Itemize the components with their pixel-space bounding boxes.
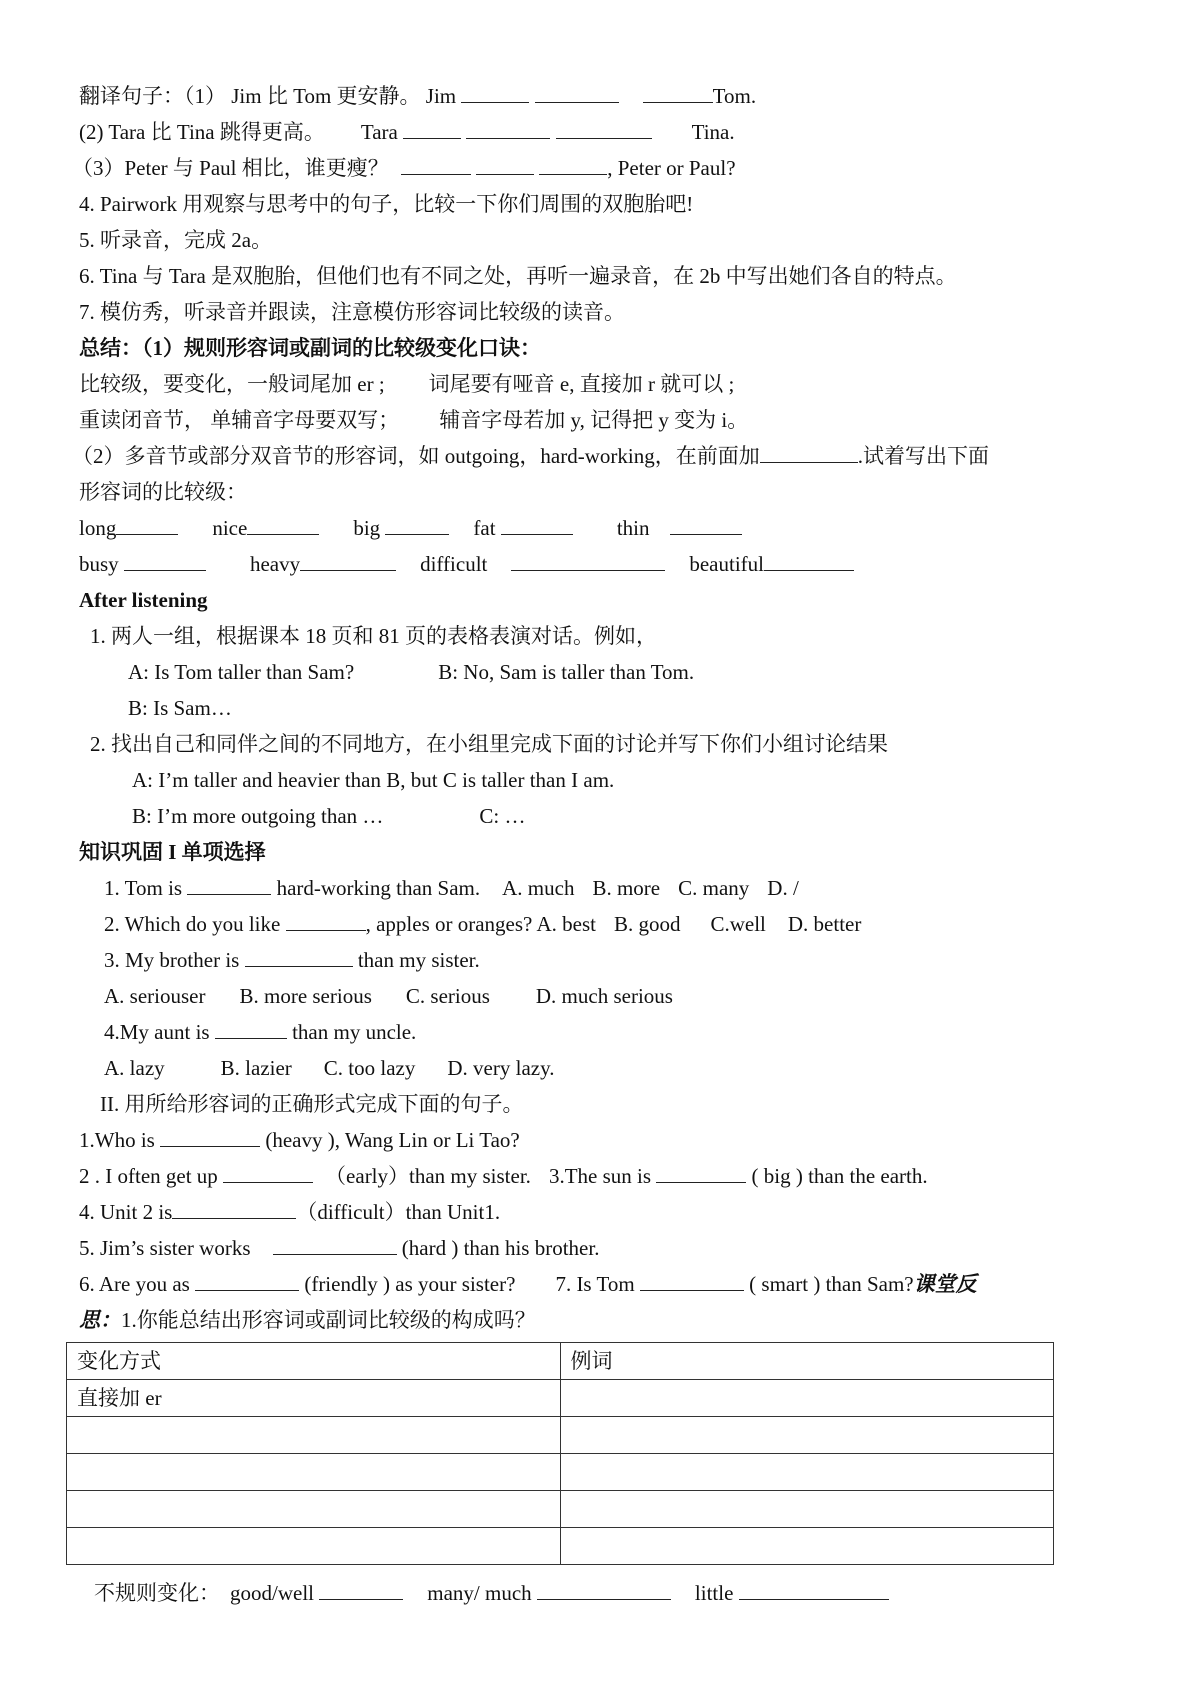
- sentence-text: (hard ) than his brother.: [401, 1236, 600, 1260]
- rule-2b: 辅音字母若加 y, 记得把 y 变为 i。: [439, 408, 749, 432]
- option[interactable]: D. much serious: [535, 984, 673, 1008]
- reflection-label-b: 思：: [79, 1308, 121, 1332]
- sentence-text: 5. Jim’s sister works: [79, 1236, 251, 1260]
- sentence-text: 2 . I often get up: [79, 1164, 218, 1188]
- reflection-question: 1.你能总结出形容词或副词比较级的构成吗？: [121, 1308, 536, 1332]
- option[interactable]: D. /: [767, 876, 799, 900]
- answer-blank[interactable]: [670, 514, 742, 535]
- after-listening-item-1: 1. 两人一组，根据课本 18 页和 81 页的表格表演对话。例如，: [90, 624, 657, 648]
- word: thin: [616, 516, 650, 540]
- dialogue-2c: C: …: [479, 804, 526, 828]
- sentence-text: 3.The sun is: [548, 1164, 652, 1188]
- mc-question-3: [104, 942, 1200, 978]
- mc-question-4: [104, 1014, 1200, 1050]
- irregular-line: [94, 1575, 1200, 1611]
- word: beautiful: [689, 552, 764, 576]
- answer-blank[interactable]: [764, 550, 854, 571]
- mc-options-4: [104, 1050, 1200, 1086]
- question-text: hard-working than Sam.: [276, 876, 481, 900]
- translate-q1-prompt: 翻译句子：（1） Jim 比 Tom 更安静。 Jim: [79, 84, 457, 108]
- fill-sentence-4: [79, 1194, 1200, 1230]
- sentence-text: （early）than my sister.: [325, 1164, 531, 1188]
- table-header-row: [67, 1343, 1054, 1380]
- comparative-table: [66, 1342, 1054, 1565]
- summary-part-2c: 形容词的比较级：: [79, 480, 247, 504]
- words-row-1: [79, 510, 1200, 546]
- exercise-2-heading: II. 用所给形容词的正确形式完成下面的句子。: [100, 1092, 524, 1116]
- translate-q3-prompt: （3）Peter 与 Paul 相比，谁更瘦？: [72, 156, 389, 180]
- table-cell[interactable]: [560, 1380, 1054, 1417]
- answer-blank[interactable]: [116, 514, 178, 535]
- sentence-text: ( big ) than the earth.: [751, 1164, 928, 1188]
- sentence-text: (heavy ), Wang Lin or Li Tao?: [265, 1128, 520, 1152]
- sentence-text: 6. Are you as: [79, 1272, 190, 1296]
- answer-blank[interactable]: [319, 1579, 403, 1600]
- answer-blank[interactable]: [160, 1126, 260, 1147]
- table-cell[interactable]: [67, 1417, 561, 1454]
- sentence-text: (friendly ) as your sister?: [304, 1272, 516, 1296]
- word: nice: [212, 516, 248, 540]
- irregular-word: good/well: [230, 1581, 314, 1605]
- translate-q3: [72, 150, 1200, 186]
- answer-blank[interactable]: [215, 1018, 287, 1039]
- table-cell[interactable]: 直接加 er: [67, 1380, 561, 1417]
- table-row: [67, 1528, 1054, 1565]
- word: heavy: [249, 552, 301, 576]
- after-listening-item-2: 2. 找出自己和同伴之间的不同地方，在小组里完成下面的讨论并写下你们小组讨论结果: [90, 732, 888, 756]
- option[interactable]: B. more: [592, 876, 661, 900]
- step-6: 6. Tina 与 Tara 是双胞胎，但他们也有不同之处，再听一遍录音，在 2b 中写出她们各自的特点。: [79, 264, 957, 288]
- table-header: 例词: [560, 1343, 1054, 1380]
- summary-part-2: [72, 438, 1200, 474]
- translate-q3-end: , Peter or Paul?: [607, 156, 736, 180]
- after-listening-heading: After listening: [79, 588, 208, 612]
- table-header: 变化方式: [67, 1343, 561, 1380]
- reflection-line: [79, 1302, 1200, 1338]
- dialogue-2a: A: I’m taller and heavier than B, but C is taller than I am.: [132, 768, 615, 792]
- answer-blank[interactable]: [187, 874, 271, 895]
- answer-blank[interactable]: [640, 1270, 744, 1291]
- option[interactable]: D. very lazy.: [447, 1056, 555, 1080]
- dialogue-c: B: Is Sam…: [128, 696, 232, 720]
- dialogue-b: B: No, Sam is taller than Tom.: [438, 660, 695, 684]
- table-row: [67, 1380, 1054, 1417]
- option[interactable]: A. seriouser: [104, 984, 206, 1008]
- translate-q2-prompt: (2) Tara 比 Tina 跳得更高。: [79, 120, 325, 144]
- table-cell[interactable]: [67, 1491, 561, 1528]
- summary-heading: 总结：（1）规则形容词或副词的比较级变化口诀：: [79, 336, 541, 360]
- sentence-text: ( smart ) than Sam?: [749, 1272, 914, 1296]
- table-cell[interactable]: [67, 1454, 561, 1491]
- answer-blank[interactable]: [656, 1162, 746, 1183]
- words-row-2: [79, 546, 1200, 582]
- word: big: [353, 516, 381, 540]
- answer-blank[interactable]: [501, 514, 573, 535]
- table-row: [67, 1491, 1054, 1528]
- answer-blank[interactable]: [511, 550, 665, 571]
- translate-q1: [79, 78, 1200, 114]
- answer-blank[interactable]: [556, 118, 652, 139]
- rule-1a: 比较级，要变化，一般词尾加 er ;: [79, 372, 385, 396]
- table-cell[interactable]: [560, 1491, 1054, 1528]
- answer-blank[interactable]: [223, 1162, 313, 1183]
- option[interactable]: C. many: [678, 876, 750, 900]
- fill-sentence-5: [79, 1230, 1200, 1266]
- question-text: 1. Tom is: [104, 876, 183, 900]
- part-2a: （2）多音节或部分双音节的形容词，如 outgoing，hard-working，在前面加: [72, 444, 760, 468]
- answer-blank[interactable]: [403, 118, 461, 139]
- option[interactable]: C.well: [710, 912, 766, 936]
- mc-question-1: [104, 870, 1200, 906]
- question-text: , apples or oranges? A. best: [365, 912, 596, 936]
- translate-q1-end: Tom.: [712, 84, 757, 108]
- part-2b: .试着写出下面: [857, 444, 989, 468]
- reflection-label-a: 课堂反: [913, 1272, 977, 1296]
- word: difficult: [420, 552, 488, 576]
- word: busy: [79, 552, 119, 576]
- answer-blank[interactable]: [385, 514, 449, 535]
- summary-rule-2: [79, 402, 1200, 438]
- option[interactable]: B. lazier: [220, 1056, 292, 1080]
- rule-1b: 词尾要有哑音 e, 直接加 r 就可以 ;: [428, 372, 735, 396]
- table-cell[interactable]: [560, 1417, 1054, 1454]
- answer-blank[interactable]: [247, 514, 319, 535]
- irregular-word: little: [694, 1581, 734, 1605]
- answer-blank[interactable]: [535, 82, 619, 103]
- option[interactable]: B. good: [613, 912, 681, 936]
- question-text: 2. Which do you like: [104, 912, 281, 936]
- option[interactable]: C. serious: [405, 984, 490, 1008]
- rule-2a: 重读闭音节， 单辅音字母要双写；: [79, 408, 400, 432]
- answer-blank[interactable]: [537, 1579, 671, 1600]
- answer-blank[interactable]: [124, 550, 206, 571]
- answer-blank[interactable]: [300, 550, 396, 571]
- dialogue-2b: B: I’m more outgoing than …: [132, 804, 384, 828]
- mc-options-3: [104, 978, 1200, 1014]
- dialogue-a: A: Is Tom taller than Sam?: [128, 660, 355, 684]
- table-cell[interactable]: [560, 1454, 1054, 1491]
- option[interactable]: A. lazy: [104, 1056, 165, 1080]
- fill-sentence-6-7: [79, 1266, 1200, 1302]
- sentence-text: 1.Who is: [79, 1128, 155, 1152]
- irregular-label: 不规则变化：: [94, 1581, 220, 1605]
- fill-sentence-1: [79, 1122, 1200, 1158]
- translate-q2: [79, 114, 1200, 150]
- answer-blank[interactable]: [643, 82, 713, 103]
- irregular-word: many/ much: [427, 1581, 532, 1605]
- fill-sentence-2-3: [79, 1158, 1200, 1194]
- question-text: than my uncle.: [292, 1020, 417, 1044]
- dialogue-line-2: [132, 798, 1200, 834]
- summary-rule-1: [79, 366, 1200, 402]
- translate-q2-subject: Tara: [360, 120, 398, 144]
- exercise-1-heading: 知识巩固 I 单项选择: [79, 840, 266, 864]
- answer-blank[interactable]: [273, 1234, 397, 1255]
- word: fat: [473, 516, 496, 540]
- answer-blank[interactable]: [466, 118, 550, 139]
- word: long: [79, 516, 117, 540]
- step-7: 7. 模仿秀，听录音并跟读，注意模仿形容词比较级的读音。: [79, 300, 625, 324]
- mc-question-2: [104, 906, 1200, 942]
- question-text: 3. My brother is: [104, 948, 240, 972]
- sentence-text: 7. Is Tom: [555, 1272, 635, 1296]
- option[interactable]: B. more serious: [239, 984, 372, 1008]
- step-5: 5. 听录音，完成 2a。: [79, 228, 273, 252]
- answer-blank[interactable]: [195, 1270, 299, 1291]
- table-cell[interactable]: [560, 1528, 1054, 1565]
- answer-blank[interactable]: [461, 82, 529, 103]
- dialogue-line: [128, 654, 1200, 690]
- translate-q2-end: Tina.: [691, 120, 735, 144]
- answer-blank[interactable]: [739, 1579, 889, 1600]
- table-row: [67, 1417, 1054, 1454]
- answer-blank[interactable]: [172, 1198, 296, 1219]
- answer-blank[interactable]: [760, 442, 858, 463]
- sentence-text: （difficult）than Unit1.: [296, 1200, 501, 1224]
- answer-blank[interactable]: [476, 154, 534, 175]
- question-text: 4.My aunt is: [104, 1020, 210, 1044]
- step-4: 4. Pairwork 用观察与思考中的句子，比较一下你们周围的双胞胎吧!: [79, 192, 694, 216]
- answer-blank[interactable]: [286, 910, 366, 931]
- answer-blank[interactable]: [539, 154, 607, 175]
- option[interactable]: C. too lazy: [323, 1056, 416, 1080]
- option[interactable]: D. better: [787, 912, 862, 936]
- table-cell[interactable]: [67, 1528, 561, 1565]
- table-row: [67, 1454, 1054, 1491]
- question-text: than my sister.: [357, 948, 480, 972]
- sentence-text: 4. Unit 2 is: [79, 1200, 173, 1224]
- option[interactable]: A. much: [502, 876, 575, 900]
- answer-blank[interactable]: [401, 154, 471, 175]
- answer-blank[interactable]: [245, 946, 353, 967]
